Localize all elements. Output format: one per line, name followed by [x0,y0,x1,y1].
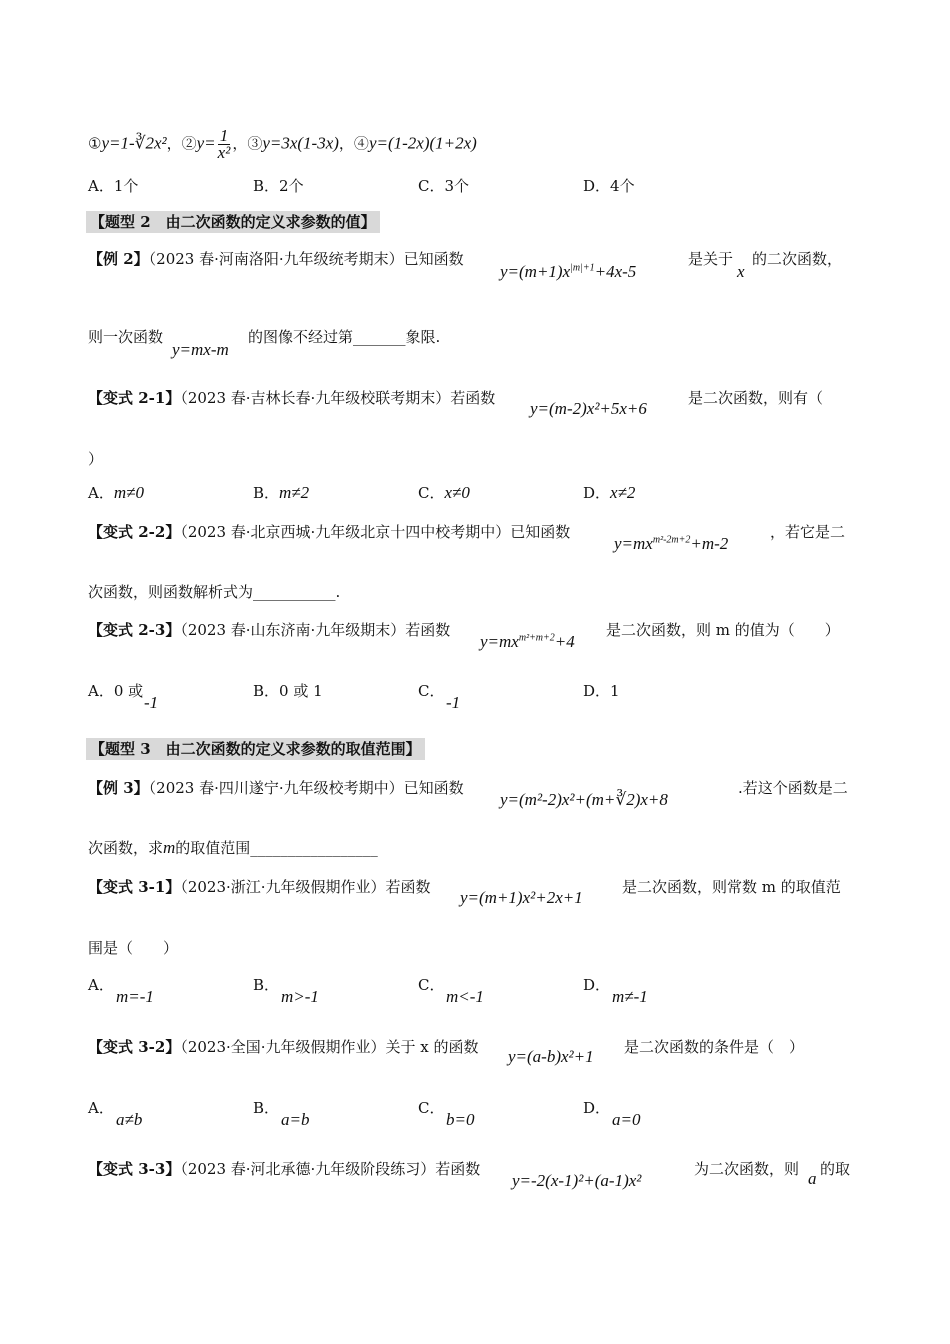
option-math: m≠0 [113,483,144,502]
option-letter: A． [88,484,114,502]
v32-option-c[interactable]: C． [418,1099,445,1117]
example-label: 【例 2】 [88,250,149,268]
formula-2-fraction [218,128,231,161]
v23-option-c-math: -1 [446,693,461,712]
variant-3-2-line1-tail: 是二次函数的条件是（ ） [624,1038,805,1056]
option-math: x≠2 [610,483,636,502]
text: 的二次函数， [752,250,843,268]
variant-source: （2023·全国·九年级假期作业）关于 x 的函数 [180,1038,479,1056]
variant-label: 【变式 2-1】 [88,389,181,407]
v21-option-b[interactable] [253,483,309,503]
formula-1: y=1-∛2x² [101,133,167,153]
example-source: （2023 春·四川遂宁·九年级校考期中）已知函数 [148,779,464,797]
formula-exponent: m²+m+2 [518,632,555,644]
example-3-line1-tail: .若这个函数是二 [738,779,848,797]
variant-3-3-formula: y=-2(x-1)²+(a-1)x² [512,1171,642,1190]
variant-source: （2023 春·河北承德·九年级阶段练习）若函数 [180,1160,481,1178]
v31-option-d-math: m≠-1 [612,987,648,1006]
circle-1: ① [88,134,102,153]
variant-source: （2023 春·北京西城·九年级北京十四中校考期中）已知函数 [180,523,571,541]
separator: ，③ [232,134,263,153]
q1-option-d[interactable]: D．4个 [583,177,635,195]
example-2-line1-end [752,249,842,269]
separator: ，② [166,134,197,153]
formula-main: y=mx [614,534,653,553]
separator: ，④ [338,134,369,153]
example-2-line2-tail [248,327,440,347]
v23-option-a-math: -1 [144,693,159,712]
variant-3-2-line1 [88,1037,479,1057]
v32-option-d[interactable]: D． [583,1099,611,1117]
variant-2-3-formula [480,632,575,652]
variant-3-1-line1-tail: 是二次函数，则常数 m 的取值范 [622,878,841,896]
formula-exponent: |m|+1 [570,262,595,274]
variant-label: 【变式 3-1】 [88,878,181,896]
v21-option-a[interactable] [88,483,144,503]
q1-option-b[interactable]: B．2个 [253,177,304,195]
variant-label: 【变式 2-3】 [88,621,181,639]
variant-label: 【变式 2-2】 [88,523,181,541]
blank-text: 的取值范围_________________ [175,839,378,857]
example-2-line1-tail [688,249,733,269]
variant-2-1-line1 [88,388,495,408]
variant-label: 【变式 3-3】 [88,1160,181,1178]
example-2-formula [500,262,636,282]
variant-3-3-line1-tail: 为二次函数，则 [694,1160,800,1178]
formula-4: y=(1-2x)(1+2x) [368,133,477,153]
variant-source: （2023 春·山东济南·九年级期末）若函数 [180,621,451,639]
v31-option-b[interactable]: B． [253,976,280,994]
formula-main: y=(m+1)x [500,262,571,281]
formula-3: y=3x(1-3x) [262,133,339,153]
v21-option-c[interactable] [418,483,470,503]
v31-option-a[interactable]: A． [88,976,114,994]
example-3-line2 [88,838,378,858]
v23-option-a[interactable]: A．0 或 [88,682,144,700]
variant-2-1-line1-tail: 是二次函数，则有（ [688,389,824,407]
text: 次函数，求 [88,839,164,857]
variant-2-2-line1 [88,522,570,542]
option-math: m≠2 [279,483,310,502]
v31-option-c[interactable]: C． [418,976,445,994]
variant-source: （2023 春·吉林长春·九年级校联考期末）若函数 [180,389,496,407]
variant-2-2-formula [614,534,728,554]
q1-expression [88,128,477,161]
fraction-denominator: x² [217,143,231,162]
formula-exponent: m²-2m+2 [652,534,691,546]
v32-option-d-math: a=0 [612,1110,641,1129]
v31-option-b-math: m>-1 [281,987,319,1006]
v23-option-c[interactable]: C． [418,682,445,700]
variant-3-1-formula: y=(m+1)x²+2x+1 [460,888,583,907]
text: 则一次函数 [88,328,164,346]
v21-option-d[interactable] [583,483,635,503]
q1-option-c[interactable]: C．3个 [418,177,470,195]
v32-option-c-math: b=0 [446,1110,475,1129]
blank-text: 的图像不经过第_______象限. [248,328,441,346]
v31-option-a-math: m=-1 [116,987,154,1006]
v23-option-d[interactable]: D．1 [583,682,620,700]
q1-option-a[interactable]: A．1个 [88,177,139,195]
formula-tail: +4 [554,632,575,651]
variant-label: 【变式 3-2】 [88,1038,181,1056]
variant-2-3-line1-tail: 是二次函数，则 m 的值为（ ） [606,621,840,639]
example-3-formula: y=(m²-2)x²+(m+∛2)x+8 [500,790,668,809]
linear-function-formula: y=mx-m [172,340,229,359]
variant-2-3-line1 [88,620,450,640]
example-3-line1 [88,778,464,798]
option-letter: C． [418,484,445,502]
v32-option-b[interactable]: B． [253,1099,280,1117]
section-header-type2: 【题型 2 由二次函数的定义求参数的值】 [86,211,380,233]
fraction-numerator: 1 [218,128,231,145]
formula-tail: +4x-5 [594,262,637,281]
v23-option-b[interactable]: B．0 或 1 [253,682,323,700]
formula-main: y=mx [480,632,519,651]
formula-tail: +m-2 [690,534,729,553]
option-letter: B． [253,484,280,502]
variant-3-3-line1 [88,1159,480,1179]
v32-option-b-math: a=b [281,1110,310,1129]
variant-3-1-line1 [88,877,431,897]
variant-2-1-close: ） [88,450,104,468]
variant-source: （2023·浙江·九年级假期作业）若函数 [180,878,431,896]
variant-3-3-line1-end: 的取 [820,1160,851,1178]
example-label: 【例 3】 [88,779,149,797]
v32-option-a-math: a≠b [116,1110,143,1129]
option-letter: D． [583,484,611,502]
example-2-line2 [88,327,163,347]
v31-option-c-math: m<-1 [446,987,484,1006]
formula-2-prefix: y= [196,133,216,153]
variant-2-2-line1-tail: ，若它是二 [770,523,846,541]
option-math: x≠0 [444,483,470,502]
variant-3-1-line2: 围是（ ） [88,939,179,957]
v31-option-d[interactable]: D． [583,976,611,994]
variant-2-2-line2: 次函数，则函数解析式为___________. [88,583,341,601]
variable-a: a [808,1169,817,1188]
example-source: （2023 春·河南洛阳·九年级统考期末）已知函数 [148,250,464,268]
v32-option-a[interactable]: A． [88,1099,114,1117]
section-header-type3: 【题型 3 由二次函数的定义求参数的取值范围】 [86,738,425,760]
variable-x: x [737,262,745,281]
variant-2-1-formula: y=(m-2)x²+5x+6 [530,399,647,418]
text: 是关于 [688,250,734,268]
variable-m: m [163,838,176,857]
variant-3-2-formula: y=(a-b)x²+1 [508,1047,594,1066]
